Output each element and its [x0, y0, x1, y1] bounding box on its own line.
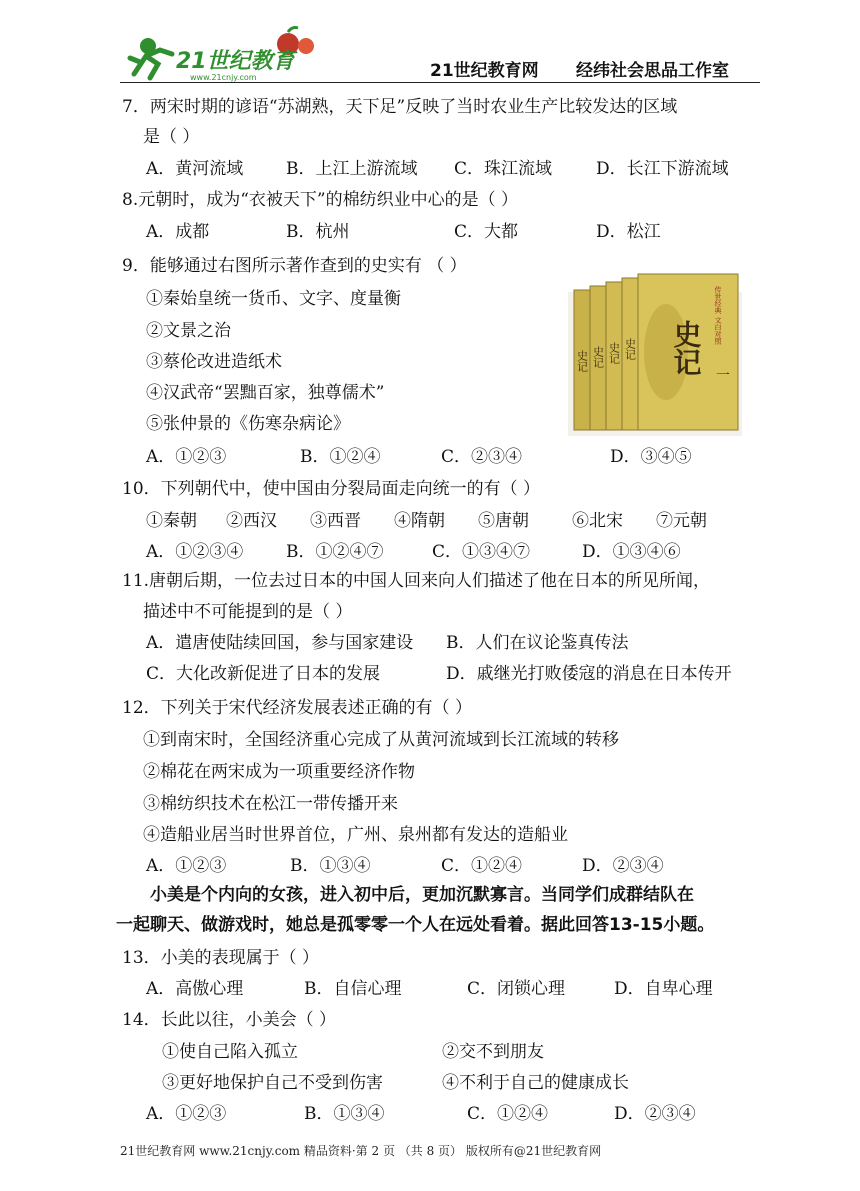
q8-stem: 8.元朝时，成为“衣被天下”的棉纺织业中心的是（ ）	[122, 190, 519, 210]
passage-line1: 小美是个内向的女孩，进入初中后，更加沉默寡言。当同学们成群结队在	[150, 885, 694, 905]
q14-item: ④不利于自己的健康成长	[442, 1073, 629, 1093]
q14-option-b: B．①③④	[304, 1104, 385, 1124]
header-site-name: 21世纪教育网	[430, 61, 539, 81]
q9-item: ④汉武帝“罢黜百家，独尊儒术”	[146, 383, 385, 403]
q9-option-b: B．①②④	[300, 447, 381, 467]
q12-option-b: B．①③④	[290, 856, 371, 876]
q12-item: ②棉花在两宋成为一项重要经济作物	[143, 762, 415, 782]
q10-item: ②西汉	[226, 511, 277, 531]
q7-stem-line1: 7．两宋时期的谚语“苏湖熟，天下足”反映了当时农业生产比较发达的区域	[122, 97, 678, 117]
site-logo	[120, 24, 320, 82]
q14-option-c: C．①②④	[467, 1104, 549, 1124]
q9-item: ③蔡伦改进造纸术	[146, 352, 282, 372]
q8-option-a: A．成都	[146, 222, 210, 242]
q8-option-d: D．松江	[596, 222, 661, 242]
page-footer: 21世纪教育网 www.21cnjy.com 精品资料·第 2 页 （共 8 页） 版权所有@21世纪教育网	[120, 1144, 602, 1158]
q7-stem-line2: 是（ ）	[143, 127, 200, 147]
q14-item: ③更好地保护自己不受到伤害	[162, 1073, 383, 1093]
q10-item: ④隋朝	[394, 511, 445, 531]
book-spine-title: 史记	[623, 338, 637, 360]
q10-option-d: D．①③④⑥	[582, 542, 681, 562]
logo-sub: www.21cnjy.com	[190, 73, 257, 82]
q12-item: ①到南宋时，全国经济重心完成了从黄河流域到长江流域的转移	[143, 730, 619, 750]
q10-item: ⑤唐朝	[478, 511, 529, 531]
q7-option-a: A．黄河流域	[146, 159, 244, 179]
q10-option-c: C．①③④⑦	[432, 542, 531, 562]
q12-stem: 12．下列关于宋代经济发展表述正确的有（ ）	[122, 698, 473, 718]
q10-item: ⑦元朝	[656, 511, 707, 531]
q8-option-c: C．大都	[454, 222, 519, 242]
q11-option-b: B．人们在议论鉴真传法	[446, 633, 629, 653]
q7-option-b: B．上江上游流域	[286, 159, 418, 179]
q7-option-d: D．长江下游流域	[596, 159, 729, 179]
q11-option-a: A．遣唐使陆续回国，参与国家建设	[146, 633, 414, 653]
book-title: 史记	[669, 320, 703, 376]
q9-option-a: A．①②③	[146, 447, 227, 467]
q10-stem: 10．下列朝代中，使中国由分裂局面走向统一的有（ ）	[122, 479, 541, 499]
q12-item: ③棉纺织技术在松江一带传播开来	[143, 794, 398, 814]
q10-option-a: A．①②③④	[146, 542, 244, 562]
q13-option-a: A．高傲心理	[146, 979, 244, 999]
q10-option-b: B．①②④⑦	[286, 542, 384, 562]
book-spine-title: 史记	[591, 346, 605, 368]
book-spine-title: 史记	[607, 342, 621, 364]
shiji-book-image	[568, 272, 742, 436]
book-series-tag: 传世经典 文白对照	[714, 286, 722, 345]
q10-item: ③西晋	[310, 511, 361, 531]
q9-item: ①秦始皇统一货币、文字、度量衡	[146, 289, 401, 309]
q9-item: ⑤张仲景的《伤寒杂病论》	[146, 414, 350, 434]
q12-option-d: D．②③④	[582, 856, 664, 876]
logo-text: 21世纪教育	[176, 49, 295, 74]
book-spine-title: 史记	[575, 350, 589, 372]
q8-option-b: B．杭州	[286, 222, 350, 242]
q14-item: ②交不到朋友	[442, 1042, 544, 1062]
q13-option-b: B．自信心理	[304, 979, 402, 999]
q11-stem-line2: 描述中不可能提到的是（ ）	[143, 602, 353, 622]
book-volume: 一	[716, 368, 730, 384]
q9-stem: 9．能够通过右图所示著作查到的史实有 （ ）	[122, 256, 467, 276]
q12-option-c: C．①②④	[441, 856, 523, 876]
passage-line2: 一起聊天、做游戏时，她总是孤零零一个人在远处看着。据此回答13-15小题。	[116, 915, 715, 935]
header-rule	[120, 82, 760, 83]
q14-item: ①使自己陷入孤立	[162, 1042, 298, 1062]
q12-item: ④造船业居当时世界首位，广州、泉州都有发达的造船业	[143, 825, 568, 845]
q13-stem: 13．小美的表现属于（ ）	[122, 948, 320, 968]
q10-item: ①秦朝	[146, 511, 197, 531]
q14-stem: 14．长此以往，小美会（ ）	[122, 1010, 337, 1030]
q10-item: ⑥北宋	[572, 511, 623, 531]
q11-option-d: D．戚继光打败倭寇的消息在日本传开	[446, 664, 732, 684]
q11-option-c: C．大化改新促进了日本的发展	[146, 664, 381, 684]
q9-option-d: D．③④⑤	[610, 447, 692, 467]
q11-stem-line1: 11.唐朝后期，一位去过日本的中国人回来向人们描述了他在日本的所见所闻，	[122, 571, 711, 591]
q14-option-d: D．②③④	[614, 1104, 696, 1124]
q9-item: ②文景之治	[146, 321, 231, 341]
q13-option-d: D．自卑心理	[614, 979, 713, 999]
book-spines	[574, 278, 638, 430]
q13-option-c: C．闭锁心理	[467, 979, 566, 999]
q12-option-a: A．①②③	[146, 856, 227, 876]
q14-option-a: A．①②③	[146, 1104, 227, 1124]
q7-option-c: C．珠江流域	[454, 159, 553, 179]
q9-option-c: C．②③④	[441, 447, 523, 467]
header-studio-name: 经纬社会思品工作室	[576, 61, 729, 81]
